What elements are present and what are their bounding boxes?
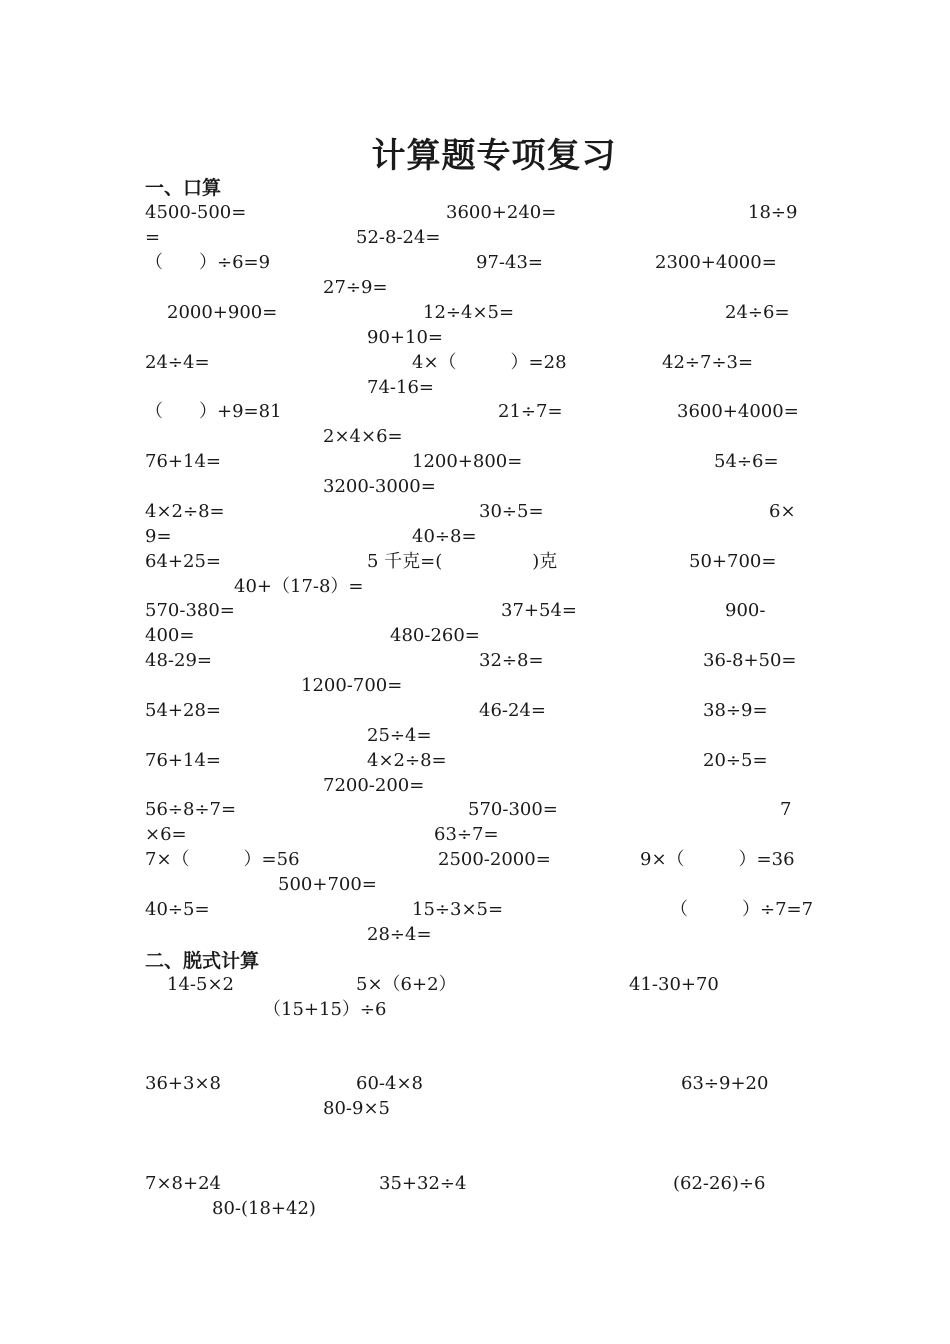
- oral-problem: 400=: [145, 625, 195, 646]
- oral-problem: （ ）+9=81: [145, 401, 282, 422]
- oral-line: [0, 897, 950, 922]
- oral-line: [0, 275, 950, 300]
- oral-line: [0, 922, 950, 947]
- oral-problem: 40÷5=: [145, 899, 210, 920]
- oral-problem: 25÷4=: [367, 725, 432, 746]
- oral-problem: 480-260=: [390, 625, 480, 646]
- oral-problem: 5 千克=( )克: [367, 551, 558, 572]
- oral-problem: 570-380=: [145, 600, 235, 621]
- oral-problem: 900-: [725, 600, 766, 621]
- oral-problem: 2500-2000=: [438, 849, 551, 870]
- oral-problem: 42÷7÷3=: [662, 352, 754, 373]
- oral-problem: ×6=: [145, 824, 187, 845]
- oral-problem: 12÷4×5=: [423, 302, 515, 323]
- written-problem: 80-9×5: [323, 1098, 390, 1119]
- oral-problem: 3600+240=: [446, 202, 557, 223]
- oral-problem: 500+700=: [278, 874, 377, 895]
- oral-problem: 15÷3×5=: [412, 899, 504, 920]
- oral-problem: 4×2÷8=: [145, 501, 225, 522]
- oral-line: [0, 748, 950, 773]
- oral-line: [0, 723, 950, 748]
- written-problem: 14-5×2: [167, 974, 234, 995]
- oral-problem: 20÷5=: [703, 750, 768, 771]
- oral-problem: 4×2÷8=: [367, 750, 447, 771]
- oral-line: [0, 698, 950, 723]
- oral-line: [0, 424, 950, 449]
- oral-problem: 54+28=: [145, 700, 221, 721]
- oral-line: [0, 225, 950, 250]
- oral-line: [0, 325, 950, 350]
- oral-problem: 90+10=: [367, 327, 443, 348]
- oral-problem: （ ）÷7=7: [670, 899, 814, 920]
- oral-problem: 24÷4=: [145, 352, 210, 373]
- oral-problem: 36-8+50=: [703, 650, 797, 671]
- section-heading-written: 二、脱式计算: [145, 950, 260, 972]
- oral-line: [0, 524, 950, 549]
- oral-line: [0, 872, 950, 897]
- oral-problem: 76+14=: [145, 451, 221, 472]
- oral-line: [0, 797, 950, 822]
- oral-line: [0, 350, 950, 375]
- oral-problem: 32÷8=: [479, 650, 544, 671]
- oral-problem: 4500-500=: [145, 202, 247, 223]
- written-line: [0, 1171, 950, 1196]
- written-line: [0, 1071, 950, 1096]
- written-problem: 7×8+24: [145, 1173, 221, 1194]
- oral-problem: 7: [780, 799, 792, 820]
- oral-problem: 50+700=: [689, 551, 777, 572]
- written-problem: 5×（6+2）: [356, 974, 457, 995]
- oral-problem: 24÷6=: [725, 302, 790, 323]
- written-line: [0, 997, 950, 1022]
- oral-problem: 40+（17-8）=: [234, 576, 364, 597]
- written-line: [0, 972, 950, 997]
- oral-problem: 63÷7=: [434, 824, 499, 845]
- oral-problem: 27÷9=: [323, 277, 388, 298]
- oral-problem: 18÷9: [748, 202, 798, 223]
- oral-line: [0, 399, 950, 424]
- oral-problem: 3600+4000=: [677, 401, 799, 422]
- oral-problem: 74-16=: [367, 377, 434, 398]
- oral-problem: 7200-200=: [323, 775, 425, 796]
- page-title: 计算题专项复习: [371, 136, 617, 176]
- oral-line: [0, 200, 950, 225]
- oral-problem: 2300+4000=: [655, 252, 777, 273]
- oral-problem: 64+25=: [145, 551, 221, 572]
- oral-problem: 1200-700=: [301, 675, 403, 696]
- oral-problem: 37+54=: [501, 600, 577, 621]
- oral-problem: 9=: [145, 526, 172, 547]
- written-problem: 36+3×8: [145, 1073, 221, 1094]
- oral-problem: 38÷9=: [703, 700, 768, 721]
- oral-problem: 4×（ ）=28: [412, 352, 567, 373]
- oral-line: [0, 623, 950, 648]
- oral-problem: 570-300=: [468, 799, 558, 820]
- oral-problem: 28÷4=: [367, 924, 432, 945]
- oral-line: [0, 549, 950, 574]
- oral-problem: 30÷5=: [479, 501, 544, 522]
- oral-line: [0, 300, 950, 325]
- written-line: [0, 1096, 950, 1121]
- oral-problem: 6×: [769, 501, 796, 522]
- oral-line: [0, 822, 950, 847]
- written-line: [0, 1196, 950, 1221]
- oral-line: [0, 449, 950, 474]
- oral-problem: 56÷8÷7=: [145, 799, 237, 820]
- oral-problem: =: [145, 227, 161, 248]
- oral-problem: 48-29=: [145, 650, 212, 671]
- oral-line: [0, 673, 950, 698]
- oral-line: [0, 598, 950, 623]
- written-problem: (62-26)÷6: [673, 1173, 766, 1194]
- oral-problem: 40÷8=: [412, 526, 477, 547]
- written-problem: 35+32÷4: [379, 1173, 467, 1194]
- oral-line: [0, 474, 950, 499]
- oral-problem: 3200-3000=: [323, 476, 436, 497]
- section-heading-oral: 一、口算: [145, 177, 222, 199]
- oral-problem: 52-8-24=: [356, 227, 441, 248]
- oral-problem: 2000+900=: [167, 302, 278, 323]
- oral-problem: 9×（ ）=36: [640, 849, 795, 870]
- oral-problem: （ ）÷6=9: [145, 252, 271, 273]
- oral-line: [0, 250, 950, 275]
- oral-line: [0, 773, 950, 798]
- oral-problem: 2×4×6=: [323, 426, 403, 447]
- oral-problem: 76+14=: [145, 750, 221, 771]
- written-problem: 63÷9+20: [681, 1073, 769, 1094]
- written-problem: 60-4×8: [356, 1073, 423, 1094]
- oral-problem: 7×（ ）=56: [145, 849, 300, 870]
- oral-problem: 21÷7=: [498, 401, 563, 422]
- oral-line: [0, 375, 950, 400]
- written-problem: （15+15）÷6: [263, 999, 387, 1020]
- oral-line: [0, 499, 950, 524]
- oral-problem: 46-24=: [479, 700, 546, 721]
- oral-line: [0, 574, 950, 599]
- oral-problem: 1200+800=: [412, 451, 523, 472]
- oral-line: [0, 648, 950, 673]
- written-problem: 80-(18+42): [212, 1198, 316, 1219]
- oral-problem: 97-43=: [476, 252, 543, 273]
- oral-problem: 54÷6=: [714, 451, 779, 472]
- written-problem: 41-30+70: [629, 974, 719, 995]
- oral-line: [0, 847, 950, 872]
